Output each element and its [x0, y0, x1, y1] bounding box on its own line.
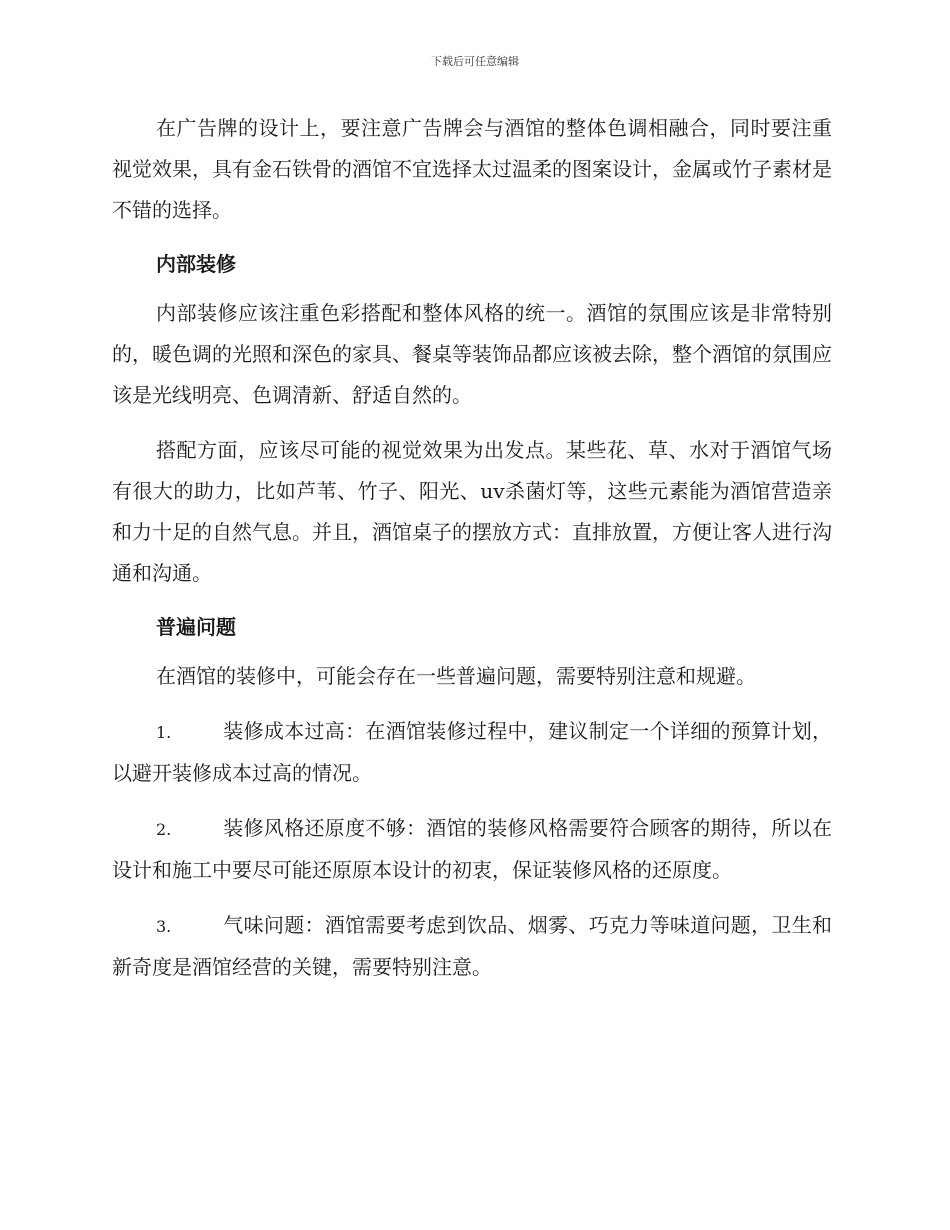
list-item: [112, 808, 832, 891]
list-item: [112, 905, 832, 988]
page-header: 下载后可任意编辑: [431, 55, 519, 68]
paragraph-common-intro: 在酒馆的装修中，可能会存在一些普遍问题，需要特别注意和规避。: [156, 664, 756, 688]
list-text: 装修风格还原度不够：酒馆的装修风格需要符合顾客的期待，所以在设计和施工中要尽可能还原原本设计的初衷，保证装修风格的还原度。: [112, 816, 832, 882]
paragraph-signboard: 在广告牌的设计上，要注意广告牌会与酒馆的整体色调相融合，同时要注重视觉效果，具有金石铁骨的酒馆不宜选择太过温柔的图案设计，金属或竹子素材是不错的选择。: [112, 116, 832, 222]
paragraph-interior: 内部装修应该注重色彩搭配和整体风格的统一。酒馆的氛围应该是非常特别的，暖色调的光照和深色的家具、餐桌等装饰品都应该被去除，整个酒馆的氛围应该是光线明亮、色调清新、舒适自然的。: [112, 301, 832, 407]
heading-interior: 内部装修: [156, 252, 236, 276]
list-number: 3.: [156, 917, 172, 936]
list-item: [112, 711, 832, 794]
list-number: 1.: [156, 723, 172, 742]
list-text: 气味问题：酒馆需要考虑到饮品、烟雾、巧克力等味道问题，卫生和新奇度是酒馆经营的关键，需要特别注意。: [112, 913, 832, 979]
document-body: [112, 108, 832, 1002]
heading-common-issues: 普遍问题: [156, 615, 236, 639]
list-number: 2.: [156, 820, 172, 839]
paragraph-matching: 搭配方面，应该尽可能的视觉效果为出发点。某些花、草、水对于酒馆气场有很大的助力，比如芦苇、竹子、阳光、uv杀菌灯等，这些元素能为酒馆营造亲和力十足的自然气息。并且，酒馆桌子的摆放方式：直排放置，方便让客人进行沟通和沟通。: [112, 438, 832, 585]
list-text: 装修成本过高：在酒馆装修过程中，建议制定一个详细的预算计划，以避开装修成本过高的情况。: [112, 719, 832, 785]
